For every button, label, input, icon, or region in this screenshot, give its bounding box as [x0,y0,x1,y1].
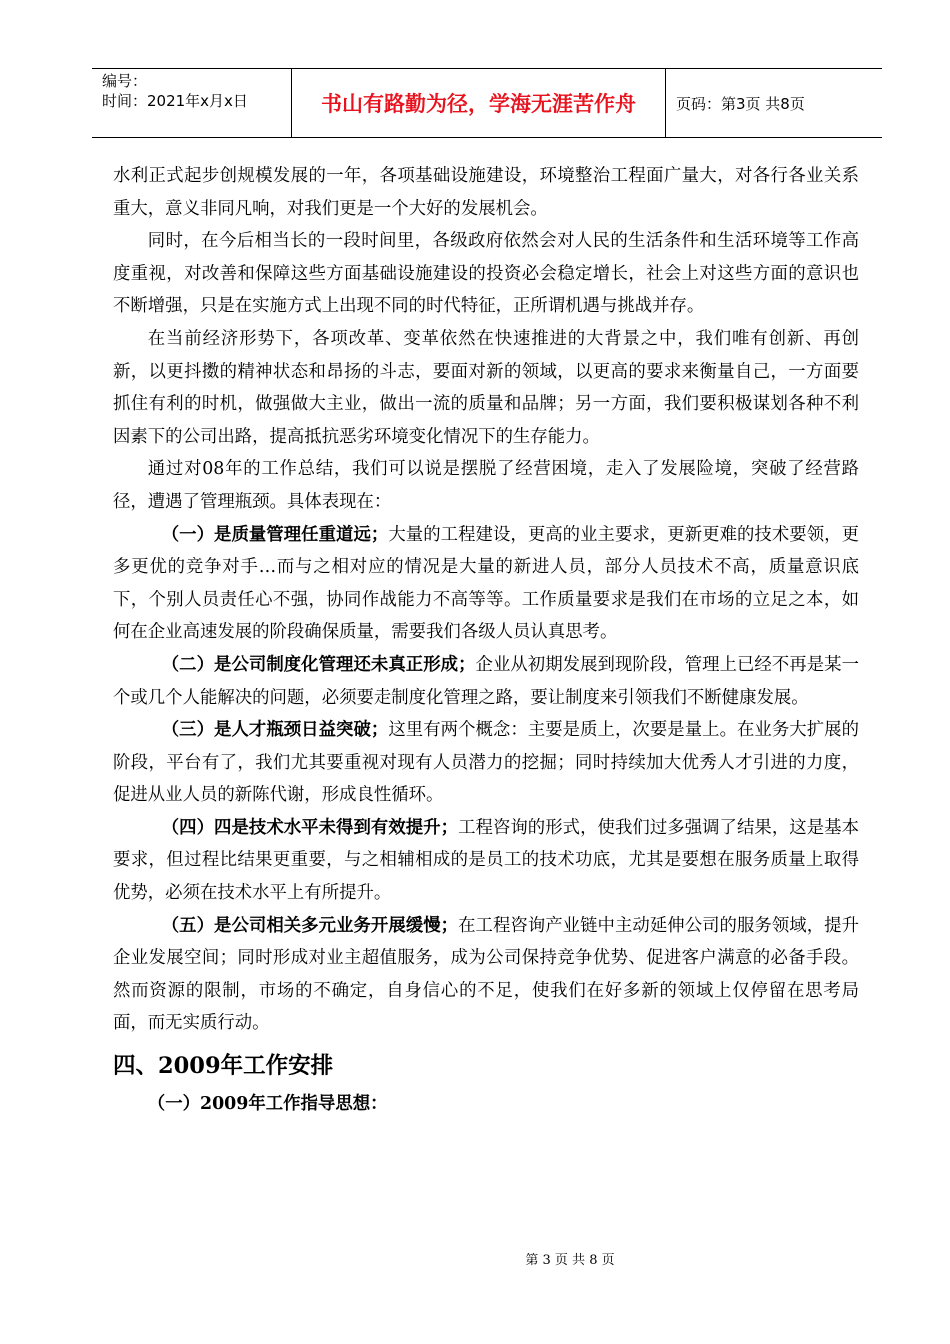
paragraph-lead: （二）是公司制度化管理还未真正形成； [161,654,476,675]
paragraph-text: 企业从初期发展到现阶段，管理上已经不再是某一个或几个人能解决的问题，必须要走制度化管理之路，要让制度来引领我们不断健康发展。 [113,654,859,708]
header-meta [92,69,292,137]
paragraph: 同时，在今后相当长的一段时间里，各级政府依然会对人民的生活条件和生活环境等工作高度重视，对改善和保障这些方面基础设施建设的投资必会稳定增长，社会上对这些方面的意识也不断增强，只是在实施方式上出现不同的时代特征，正所谓机遇与挑战并存。 [113,231,859,317]
paragraph [113,714,859,812]
paragraph-text: 大量的工程建设，更高的业主要求，更新更难的技术要领，更多更优的竞争对手…而与之相对应的情况是大量的新进人员，部分人员技术不高，质量意识底下，个别人员责任心不强，协同作战能力不高等等。工作质量要求是我们在市场的立足之本，如何在企业高速发展的阶段确保质量，需要我们各级人员认真思考。 [113,524,859,643]
paragraph: 水利正式起步创规模发展的一年，各项基础设施建设，环境整治工程面广量大，对各行各业关系重大，意义非同凡响，对我们更是一个大好的发展机会。 [113,166,859,219]
page-footer: 第 3 页 共 8 页 [525,1253,615,1268]
paragraph-lead: （五）是公司相关多元业务开展缓慢； [161,915,459,936]
header-page-info: 页码：第3页 共8页 [676,94,805,113]
paragraph-lead: （一）是质量管理任重道远； [161,524,389,545]
paragraph-text: 在工程咨询产业链中主动延伸公司的服务领域，提升企业发展空间；同时形成对业主超值服务，成为公司保持竞争优势、促进客户满意的必备手段。然而资源的限制，市场的不确定，自身信心的不足，使我们在好多新的领域上仅停留在思考局面，而无实质行动。 [113,915,859,1034]
paragraph: 在当前经济形势下，各项改革、变革依然在快速推进的大背景之中，我们唯有创新、再创新，以更抖擞的精神状态和昂扬的斗志，要面对新的领域，以更高的要求来衡量自己，一方面要抓住有利的时机，做强做大主业，做出一流的质量和品牌；另一方面，我们要积极谋划各种不利因素下的公司出路，提高抵抗恶劣环境变化情况下的生存能力。 [113,328,859,447]
paragraph [113,519,859,649]
paragraph [113,812,859,910]
document-body [113,160,859,1121]
paragraph [113,910,859,1040]
page-header [92,68,882,138]
paragraph-lead: （四）四是技术水平未得到有效提升； [161,817,459,838]
number-label: 编号： [102,72,148,90]
subsection-heading: （一）2009年工作指导思想： [147,1094,388,1115]
paragraph-text: 这里有两个概念：主要是质上，次要是量上。在业务大扩展的阶段，平台有了，我们尤其要重视对现有人员潜力的挖掘；同时持续加大优秀人才引进的力度，促进从业人员的新陈代谢，形成良性循环。 [113,720,859,806]
paragraph: 通过对08年的工作总结，我们可以说是摆脱了经营困境，走入了发展险境，突破了经营路径，遭遇了管理瓶颈。具体表现在： [113,459,859,512]
section-heading: 四、2009年工作安排 [113,1053,334,1080]
time-label: 时间：2021年x月x日 [102,92,248,110]
paragraph [113,649,859,714]
paragraph-text: 工程咨询的形式，使我们过多强调了结果，这是基本要求，但过程比结果更重要，与之相辅相成的是员工的技术功底，尤其是要想在服务质量上取得优势，必须在技术水平上有所提升。 [113,817,859,904]
paragraph-lead: （三）是人才瓶颈日益突破； [161,720,389,741]
header-motto: 书山有路勤为径，学海无涯苦作舟 [292,69,666,137]
